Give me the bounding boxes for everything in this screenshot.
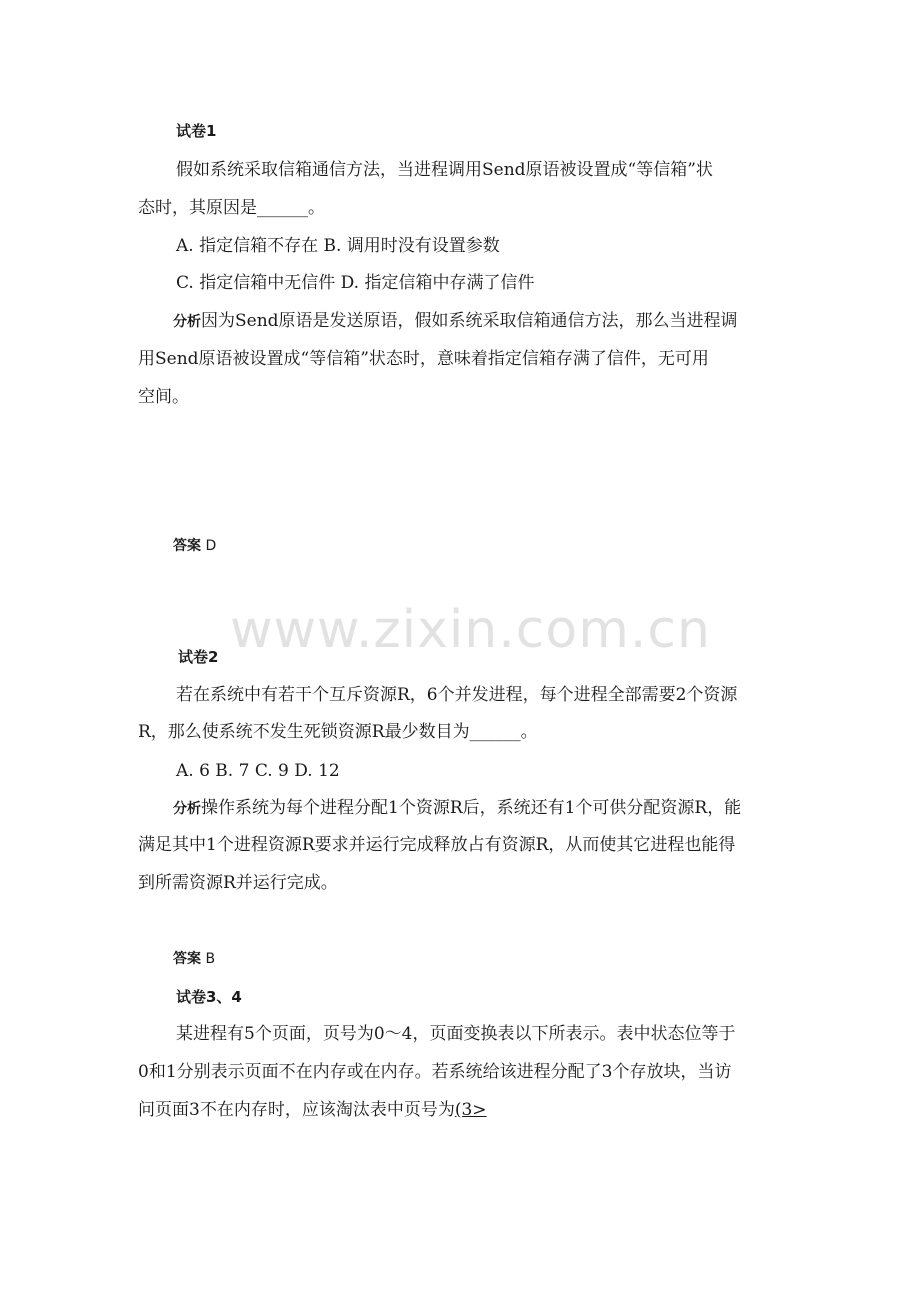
q2-stem-line1: 若在系统中有若干个互斥资源R，6个并发进程，每个进程全部需要2个资源: [176, 685, 738, 705]
q34-stem-line3-text: 问页面3不在内存时，应该淘汰表中页号为: [138, 1100, 455, 1120]
q2-analysis-text1: 操作系统为每个进程分配1个资源R后，系统还有1个可供分配资源R，能: [201, 798, 742, 818]
q2-stem-line2: R，那么使系统不发生死锁资源R最少数目为______。: [138, 722, 538, 742]
q2-answer-label: 答案: [173, 951, 201, 967]
q2-options: A. 6 B. 7 C. 9 D. 12: [176, 761, 340, 781]
q1-answer-value: D: [205, 538, 217, 554]
q1-stem-line2: 态时，其原因是______。: [138, 198, 325, 218]
q34-blank-3: (3>: [454, 1100, 487, 1120]
q1-title: 试卷1: [176, 122, 217, 140]
q2-title: 试卷2: [178, 648, 219, 666]
q1-stem-line1: 假如系统采取信箱通信方法，当进程调用Send原语被设置成“等信箱”状: [176, 160, 713, 180]
q1-analysis-label: 分析: [173, 314, 201, 330]
q1-options-ab: A. 指定信箱不存在 B. 调用时没有设置参数: [176, 236, 500, 256]
q1-analysis-line3: 空间。: [138, 387, 189, 407]
q2-analysis-line3: 到所需资源R并运行完成。: [138, 873, 338, 893]
q1-analysis-line2: 用Send原语被设置成“等信箱”状态时，意味着指定信箱存满了信件，无可用: [138, 349, 709, 369]
q2-analysis-line1: [173, 797, 741, 820]
q2-analysis-line2: 满足其中1个进程资源R要求并运行完成释放占有资源R，从而使其它进程也能得: [138, 835, 736, 855]
q34-title: 试卷3、4: [176, 988, 242, 1006]
q34-stem-line2: 0和1分别表示页面不在内存或在内存。若系统给该进程分配了3个存放块，当访: [138, 1062, 732, 1082]
watermark: www.zixin.com.cn: [230, 600, 711, 660]
q2-analysis-label: 分析: [173, 801, 201, 817]
q1-answer: [173, 535, 216, 557]
q1-answer-label: 答案: [173, 538, 201, 554]
q2-answer: [173, 948, 215, 970]
q34-stem-line1: 某进程有5个页面，页号为0～4，页面变换表以下所表示。表中状态位等于: [176, 1024, 736, 1044]
q1-analysis-text1: 因为Send原语是发送原语，假如系统采取信箱通信方法，那么当进程调: [201, 311, 738, 331]
q1-analysis-line1: [173, 310, 738, 333]
q1-options-cd: C. 指定信箱中无信件 D. 指定信箱中存满了信件: [176, 273, 535, 293]
q2-answer-value: B: [205, 951, 216, 967]
q34-stem-line3: [138, 1099, 487, 1121]
